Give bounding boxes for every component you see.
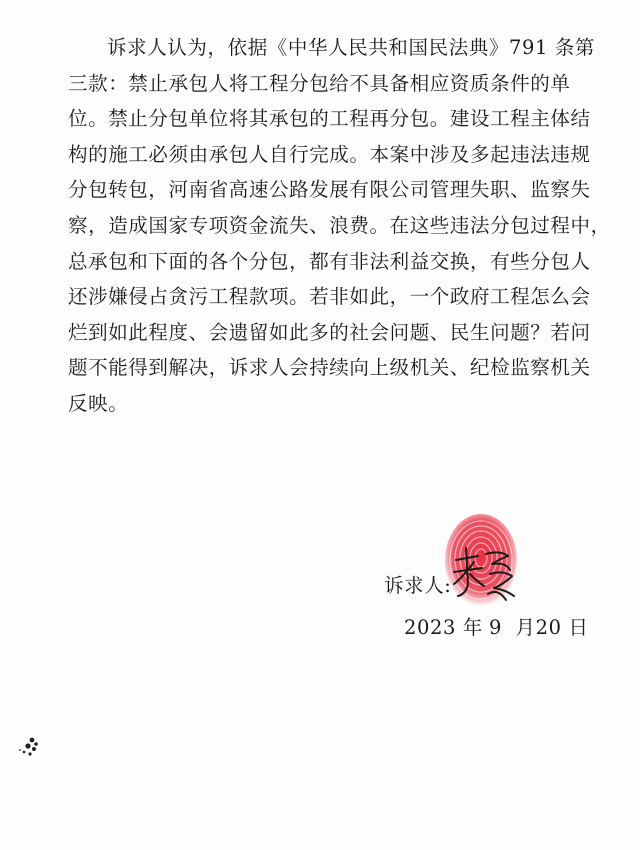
signature-block bbox=[384, 562, 584, 606]
body-line-1: 诉求人认为，依据《中华人民共和国民法典》791 条第 bbox=[107, 36, 596, 59]
body-line-9: 烂到如此程度、会遗留如此多的社会问题、民生问题？若问 bbox=[68, 320, 591, 344]
body-line-8: 还涉嫌侵占贪污工程款项。若非如此，一个政府工程怎么会 bbox=[68, 285, 591, 309]
body-line-10: 题不能得到解决，诉求人会持续向上级机关、纪检监察机关 bbox=[68, 356, 591, 380]
body-line-6: 察，造成国家专项资金流失、浪费。在这些违法分包过程中， bbox=[68, 213, 611, 237]
date-day: 20 日 bbox=[535, 616, 589, 639]
body-line-11: 反映。 bbox=[68, 391, 129, 415]
signature-label: 诉求人: bbox=[384, 574, 452, 597]
body-line-3: 位。禁止分包单位将其承包的工程再分包。建设工程主体结 bbox=[68, 107, 591, 131]
body-line-4: 构的施工必须由承包人自行完成。本案中涉及多起违法违规 bbox=[68, 142, 591, 166]
ink-smudge-icon bbox=[14, 732, 44, 760]
date-month: 9 月 bbox=[488, 616, 536, 639]
body-line-2: 三款：禁止承包人将工程分包给不具备相应资质条件的单 bbox=[68, 71, 571, 95]
date-year: 2023 年 bbox=[404, 616, 483, 639]
letter-body bbox=[68, 30, 611, 422]
body-line-5: 分包转包，河南省高速公路发展有限公司管理失职、监察失 bbox=[68, 178, 591, 202]
handwritten-signature bbox=[448, 544, 520, 604]
body-line-7: 总承包和下面的各个分包，都有非法利益交换，有些分包人 bbox=[68, 249, 591, 273]
letter-date bbox=[404, 612, 589, 640]
